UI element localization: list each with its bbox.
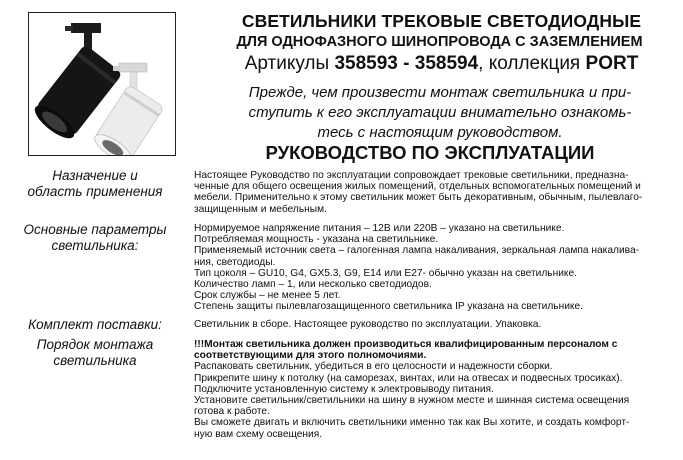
body-line: Подключите установленную систему к электровыводу питания.: [194, 383, 494, 395]
warning-line: соответствующими для этого полномочиями.: [194, 350, 427, 362]
section-body-parameters: [194, 223, 674, 313]
body-line: Потребляемая мощность - указана на светильнике.: [194, 234, 439, 246]
collection-value: PORT: [585, 53, 639, 74]
body-line: Вы сможете двигать и включить светильники именно так как Вы хотите, и создать комфорт-: [194, 417, 630, 429]
label-line: светильника: [53, 353, 137, 368]
section-body-installation: [194, 339, 674, 440]
body-line: ния, светодиоды.: [194, 256, 276, 268]
label-line: Порядок монтажа: [36, 337, 154, 352]
body-line: Нормируемое напряжение питания – 12В или 220В – указано на светильнике.: [194, 223, 565, 234]
section-body-package: [194, 319, 674, 330]
body-line: Установите светильник/светильники на шину в нужном месте и шинная система освещения: [194, 395, 630, 407]
warning-line: !!!Монтаж светильника должен производиться квалифицированным персоналом с: [194, 339, 618, 350]
body-line: готова к работе.: [194, 406, 270, 418]
body-line: Тип цоколя – GU10, G4, GX5.3, G9, E14 или E27- обычно указан на светильнике.: [194, 267, 577, 279]
track-lights-illustration: [29, 13, 175, 155]
section-label-package: [0, 317, 190, 333]
body-line: Настоящее Руководство по эксплуатации сопровождает трековые светильники, предназна-: [194, 170, 629, 181]
document-title: СВЕТИЛЬНИКИ ТРЕКОВЫЕ СВЕТОДИОДНЫЕ: [241, 11, 642, 31]
label-line: светильника:: [51, 238, 139, 253]
intro-line: тесь с настоящим руководством.: [317, 124, 563, 141]
body-line: Распаковать светильник, убедиться в его целосности и надежности сборки.: [194, 361, 553, 373]
body-line: Степень защиты пылевлагозащищенного светильника IP указана на светильнике.: [194, 301, 583, 313]
body-line: Применяемый источник света – галогенная лампа накаливания, зеркальная лампа накалива-: [194, 245, 640, 257]
label-line: Основные параметры: [23, 222, 167, 237]
product-image: [28, 12, 176, 156]
body-line: защищенным и мебельным.: [194, 203, 327, 215]
intro-line: Прежде, чем произвести монтаж светильника и при-: [248, 84, 632, 101]
label-line: Назначение и: [52, 168, 138, 183]
body-line: ченные для общего освещения жилых помещений, отдельных вспомогательных помещений и: [194, 181, 641, 193]
article-line: [200, 53, 683, 75]
body-line: Прикрепите шину к потолку (на саморезах, винтах, или на отвесах и подвесных тросиках).: [194, 372, 623, 384]
articles-value: 358593 - 358594: [334, 53, 479, 74]
body-line: Светильник в сборе. Настоящее руководство по эксплуатации. Упаковка.: [194, 319, 542, 330]
label-line: Комплект поставки:: [28, 317, 162, 332]
document-subtitle: ДЛЯ ОДНОФАЗНОГО ШИНОПРОВОДА С ЗАЗЕМЛЕНИЕМ: [236, 34, 643, 50]
section-label-parameters: [0, 222, 190, 254]
intro-warning: [225, 83, 655, 143]
articles-prefix: Артикулы: [244, 53, 335, 74]
section-body-purpose: [194, 170, 674, 215]
manual-title: РУКОВОДСТВО ПО ЭКСПЛУАТАЦИИ: [265, 142, 595, 163]
body-line: мебели. Применительно к этому светильник может быть декоративным, обычным, пылевлаго-: [194, 192, 643, 204]
body-line: ную вам схему освещения.: [194, 428, 323, 440]
label-line: область применения: [27, 184, 163, 199]
collection-prefix: , коллекция: [478, 53, 586, 74]
section-label-purpose: [0, 168, 190, 200]
body-line: Срок службы – не менее 5 лет.: [194, 290, 341, 302]
section-label-installation: [0, 337, 190, 369]
intro-line: ступить к его эксплуатации внимательно ознакомь-: [248, 104, 632, 121]
body-line: Количество ламп – 1, или несколько светодиодов.: [194, 279, 432, 291]
